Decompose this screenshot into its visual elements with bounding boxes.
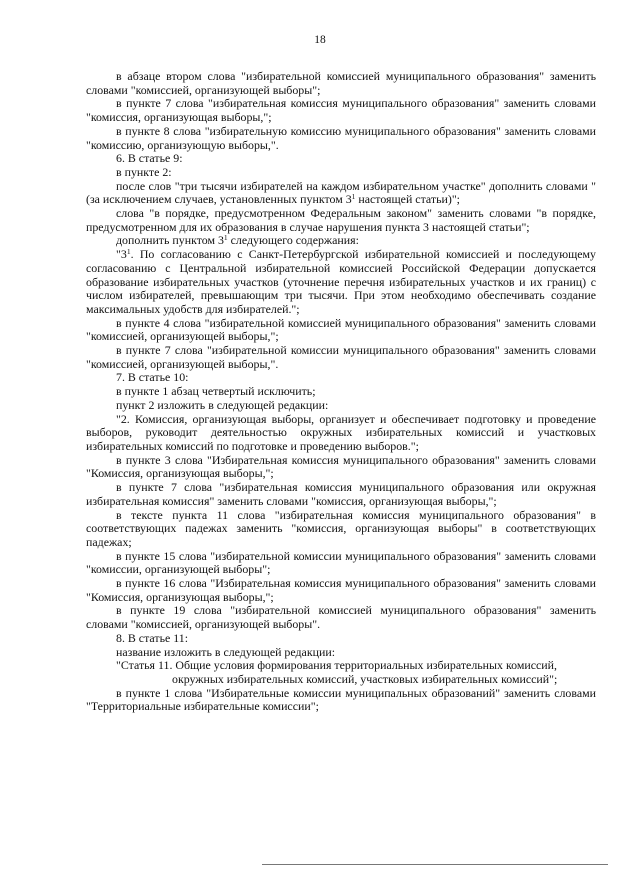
paragraph (86, 180, 596, 207)
paragraph: в пункте 7 слова "избирательная комиссия муниципального образования или окружная избирательная комиссия" заменить словами "комиссия, организующая выборы,"; (86, 480, 596, 508)
paragraph: 7. В статье 10: (116, 370, 189, 385)
paragraph: в пункте 1 абзац четвертый исключить; (116, 384, 316, 399)
superscript: 1 (223, 233, 228, 243)
paragraph: пункт 2 изложить в следующей редакции: (116, 397, 329, 412)
paragraph: в пункте 1 слова "Избирательные комиссии муниципальных образований" заменить словами "Территориальные избирательные комиссии"; (86, 685, 596, 714)
paragraph: в пункте 15 слова "избирательной комиссии муниципального образования" заменить словами "комиссии, организующей выборы"; (86, 548, 596, 577)
paragraph: "Статья 11. Общие условия формирования территориальных избирательных комиссий, окружных избирательных комиссий, участковых избирательных комиссий"; (116, 658, 558, 686)
paragraph: в пункте 7 слова "избирательной комиссии муниципального образования" заменить словами "комиссией, организующей выборы,". (86, 343, 596, 371)
superscript: 1 (126, 247, 131, 257)
paragraph: в пункте 16 слова "Избирательная комиссия муниципального образования" заменить словами "Комиссия, организующая выборы,"; (86, 576, 596, 604)
paragraph: в пункте 7 слова "избирательная комиссия муниципального образования" заменить словами "комиссия, организующая выборы,"; (86, 96, 596, 125)
text-run: настоящей статьи)"; (355, 192, 460, 207)
paragraph: в пункте 8 слова "избирательную комиссию муниципального образования" заменить словами "комиссию, организующую выборы,". (86, 123, 596, 152)
page-number: 18 (314, 34, 326, 46)
paragraph: 6. В статье 9: (116, 151, 183, 166)
footer-rule (262, 864, 608, 865)
paragraph: название изложить в следующей редакции: (116, 644, 335, 659)
paragraph: в пункте 2: (116, 164, 172, 179)
paragraph: в абзаце втором слова "избирательной комиссией муниципального образования" заменить словами "комиссией, организующей выборы"; (86, 69, 596, 97)
paragraph (86, 248, 596, 317)
paragraph (86, 234, 596, 248)
text-run: дополнить пунктом 3 (116, 233, 224, 248)
text-run: следующего содержания: (227, 233, 359, 248)
paragraph: в пункте 19 слова "избирательной комиссией муниципального образования" заменить словами "комиссией, организующей выборы". (86, 603, 596, 632)
paragraph: в пункте 3 слова "Избирательная комиссия муниципального образования" заменить словами "Комиссия, организующая выборы,"; (86, 452, 596, 481)
document-body (86, 70, 596, 714)
text-run: . По согласованию с Санкт-Петербургской избирательной комиссией и последующему согласованию с Центральной избирательной комиссией Российской Федерации допускается образование избирательных участков (уточнение перечня избирательных участков и их границ) с числом избирателей, превышающим три тысячи. При этом необходимо обеспечивать создание максимальных удобств для избирателей."; (86, 247, 596, 316)
paragraph: "2. Комиссия, организующая выборы, организует и обеспечивает подготовку и проведение выборов, руководит деятельностью окружных избирательных комиссий и участковых избирательных комиссий по подготовке и проведению выборов."; (86, 411, 596, 453)
paragraph: в пункте 4 слова "избирательной комиссией муниципального образования" заменить словами "комиссией, организующей выборы,"; (86, 315, 596, 344)
paragraph: в тексте пункта 11 слова "избирательная комиссия муниципального образования" в соответствующих падежах заменить "комиссия, организующая выборы" в соответствующих падежах; (86, 507, 596, 549)
text-run: "3 (116, 247, 127, 262)
paragraph: 8. В статье 11: (116, 630, 189, 645)
text-run: после слов "три тысячи избирателей на каждом избирательном участке" дополнить словами "(за исключением случаев, установленных пунктом 3 (86, 178, 596, 207)
superscript: 1 (351, 192, 356, 202)
paragraph: слова "в порядке, предусмотренном Федеральным законом" заменить словами "в порядке, предусмотренном для их образования в случае нарушения пункта 3 настоящей статьи"; (86, 206, 596, 234)
